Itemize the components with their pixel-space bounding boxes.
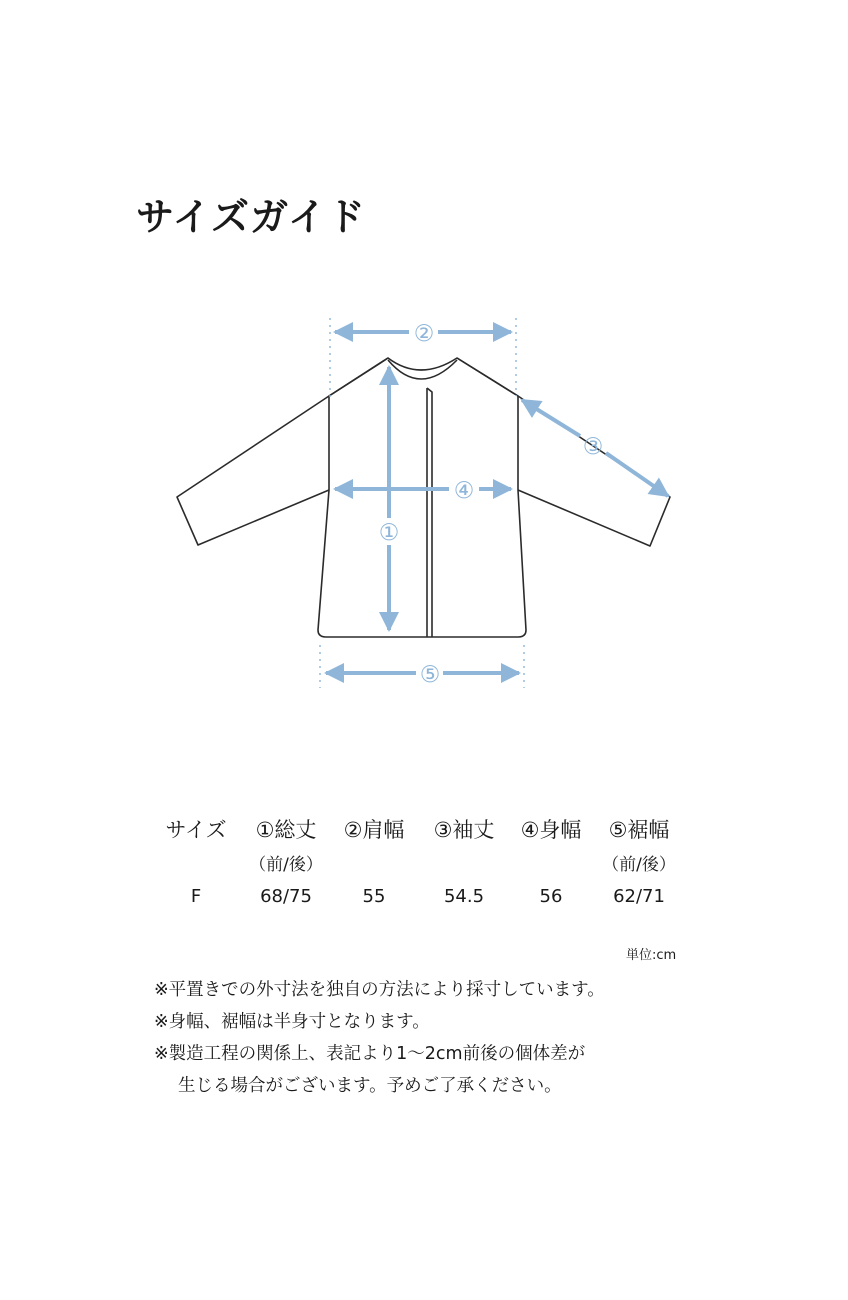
notes-list (154, 974, 605, 1102)
note-item: ※身幅、裾幅は半身寸となります。 (154, 1012, 430, 1032)
size-diagram (0, 300, 848, 720)
cell-body-width: 56 (539, 886, 563, 907)
note-item: 生じる場合がございます。予めご了承ください。 (178, 1076, 562, 1096)
table-row (150, 882, 710, 918)
subheader-total-length: （前/後） (249, 855, 323, 875)
size-table (150, 810, 710, 918)
header-total-length: ①総丈 (255, 818, 317, 842)
page-title: サイズガイド (136, 195, 366, 239)
unit-label: 単位:cm (626, 948, 677, 963)
header-size: サイズ (165, 818, 227, 842)
header-sleeve: ③袖丈 (433, 818, 495, 842)
subheader-hem-width: （前/後） (602, 855, 676, 875)
note-item: ※製造工程の関係上、表記より1～2cm前後の個体差が (154, 1044, 586, 1064)
label-1: ① (378, 520, 400, 546)
cell-total-length: 68/75 (260, 886, 312, 907)
label-5: ⑤ (419, 662, 441, 688)
cell-sleeve: 54.5 (443, 886, 485, 907)
label-4: ④ (453, 478, 475, 504)
jacket-outline (177, 358, 670, 637)
label-3: ③ (582, 434, 604, 460)
note-item: ※平置きでの外寸法を独自の方法により採寸しています。 (154, 980, 605, 1000)
cell-shoulder: 55 (362, 886, 386, 907)
header-shoulder: ②肩幅 (343, 818, 405, 842)
header-hem-width: ⑤裾幅 (608, 818, 670, 842)
table-subheader-row (150, 846, 710, 882)
label-2: ② (413, 321, 435, 347)
cell-hem-width: 62/71 (613, 886, 665, 907)
table-header-row (150, 810, 710, 846)
cell-size: F (190, 886, 202, 907)
header-body-width: ④身幅 (520, 818, 582, 842)
measure-sleeve (522, 400, 580, 436)
